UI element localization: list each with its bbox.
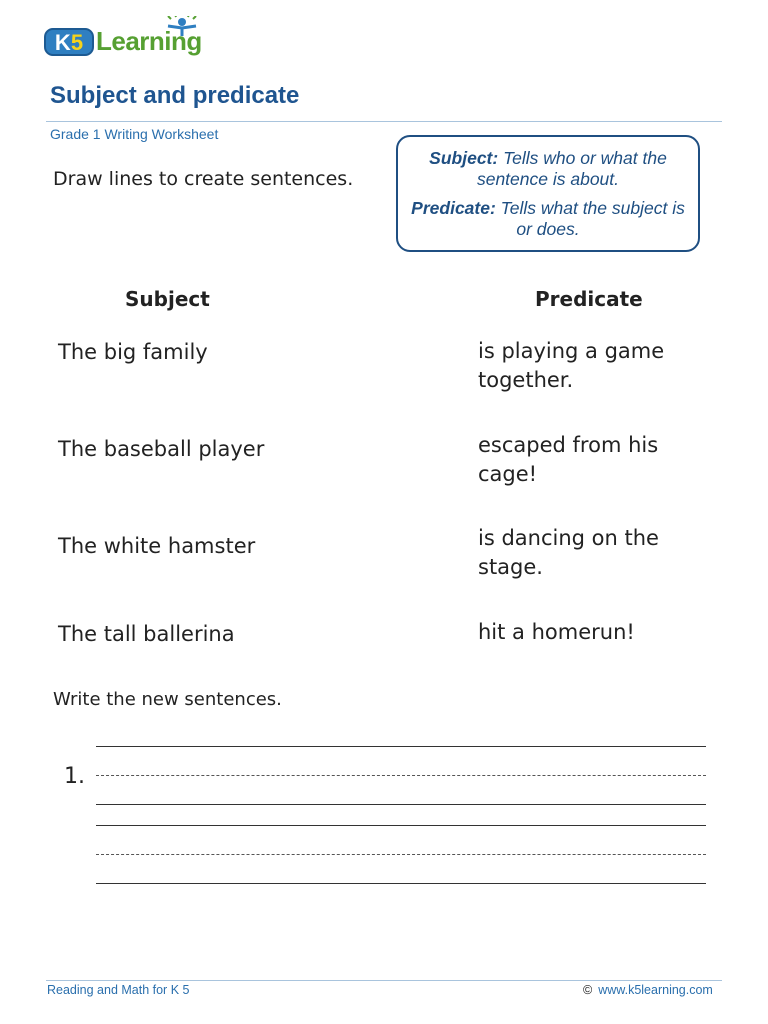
writing-base-line[interactable]	[96, 883, 706, 884]
draw-lines-instruction: Draw lines to create sentences.	[53, 168, 354, 190]
predicate-definition-text: Tells what the subject is or does.	[495, 198, 685, 239]
writing-top-line[interactable]	[96, 746, 706, 747]
k5-learning-logo	[44, 16, 214, 60]
writing-line-number: 1.	[64, 764, 85, 789]
predicate-term: Predicate:	[411, 198, 496, 218]
subject-item: The baseball player	[58, 437, 265, 461]
logo-k5-badge: K5	[44, 28, 94, 56]
subject-definition	[408, 148, 688, 190]
worksheet-subtitle: Grade 1 Writing Worksheet	[50, 126, 219, 142]
subject-item: The big family	[58, 340, 208, 364]
write-sentences-instruction: Write the new sentences.	[53, 689, 282, 710]
logo-wordmark: Learning	[96, 26, 202, 56]
writing-midline-dashed	[96, 775, 706, 776]
predicate-item: escaped from his cage!	[478, 433, 659, 486]
predicate-item: hit a homerun!	[478, 620, 635, 644]
footer-website-link[interactable]: www.k5learning.com	[598, 983, 713, 997]
writing-base-line[interactable]	[96, 804, 706, 805]
predicate-definition	[408, 198, 688, 240]
header-divider	[46, 121, 722, 122]
predicate-item: is playing a game together.	[478, 339, 665, 392]
predicate-item: is dancing on the stage.	[478, 526, 659, 579]
predicate-column-heading: Predicate	[535, 287, 643, 311]
footer-divider	[46, 980, 722, 981]
subject-item: The white hamster	[58, 534, 256, 558]
footer-tagline: Reading and Math for K 5	[47, 983, 190, 997]
copyright-symbol: ©	[583, 983, 593, 997]
page-title: Subject and predicate	[50, 82, 300, 109]
subject-term: Subject:	[429, 148, 499, 168]
subject-column-heading: Subject	[125, 287, 210, 311]
subject-definition-text: Tells who or what the sentence is about.	[476, 148, 667, 189]
writing-top-line[interactable]	[96, 825, 706, 826]
definition-box	[396, 135, 700, 252]
subject-item: The tall ballerina	[58, 622, 235, 646]
logo-figure-icon	[162, 16, 202, 38]
footer-website	[583, 983, 713, 997]
writing-midline-dashed	[96, 854, 706, 855]
